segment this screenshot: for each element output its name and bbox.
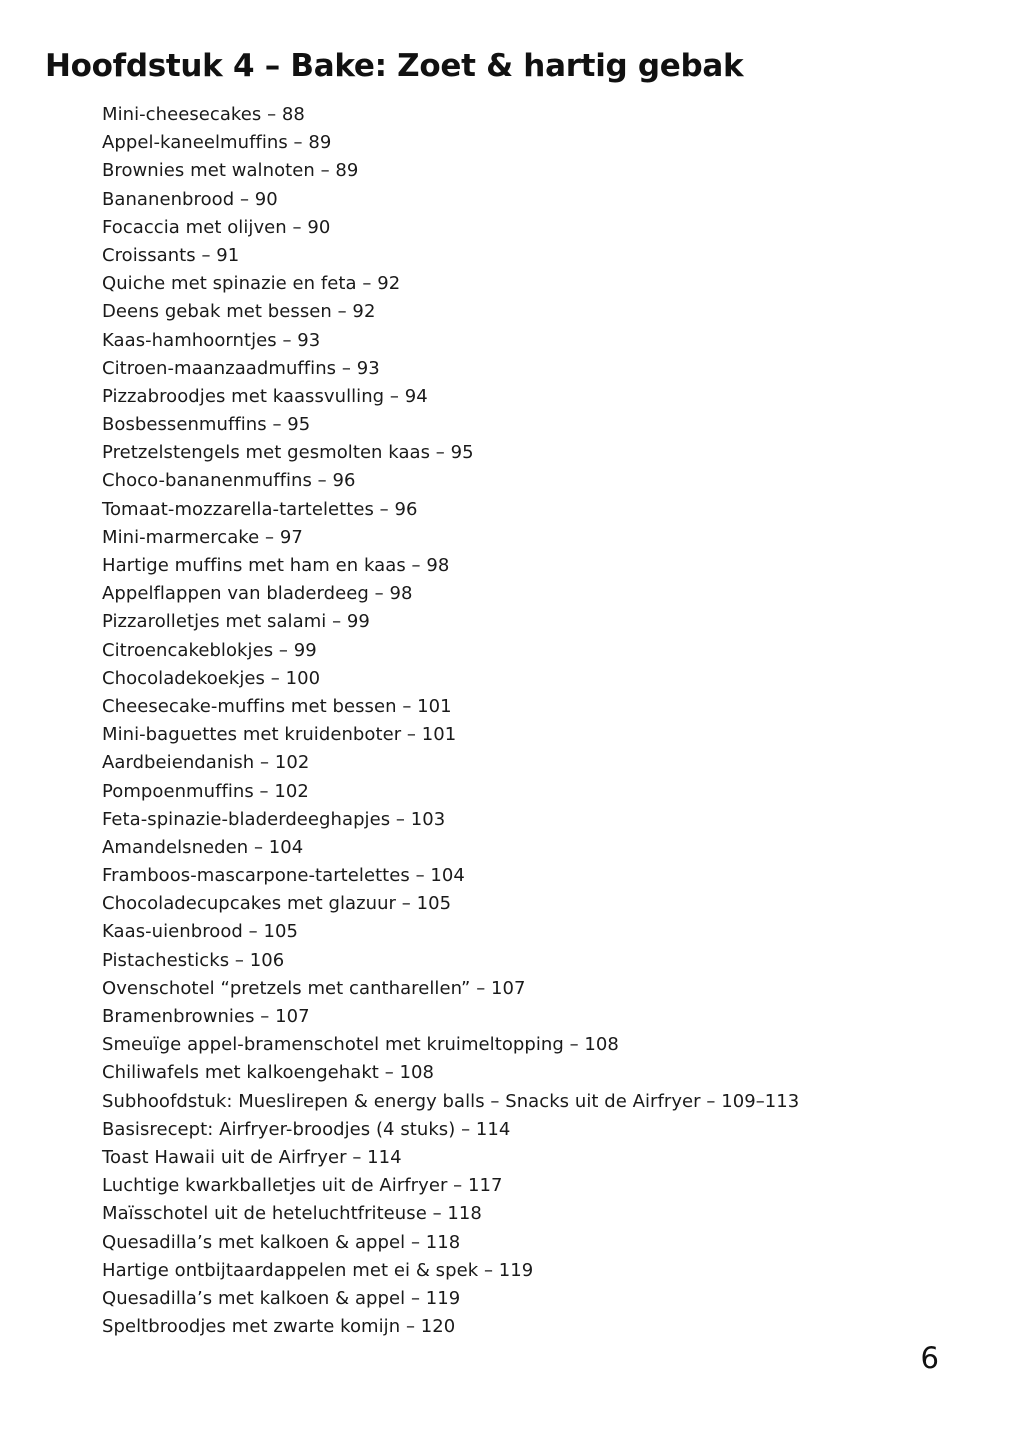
toc-entry: Appelflappen van bladerdeeg – 98: [102, 583, 413, 605]
toc-entry: Chocoladecupcakes met glazuur – 105: [102, 893, 452, 915]
toc-entry: Chiliwafels met kalkoengehakt – 108: [102, 1062, 435, 1084]
toc-entry: Pizzarolletjes met salami – 99: [102, 611, 370, 633]
toc-entry: Pizzabroodjes met kaassvulling – 94: [102, 385, 428, 407]
toc-entry: Citroen-maanzaadmuffins – 93: [102, 357, 380, 379]
toc-entry: Smeuïge appel-bramenschotel met kruimeltopping – 108: [102, 1034, 619, 1056]
toc-entry: Citroencakeblokjes – 99: [102, 639, 317, 661]
toc-entry: Pompoenmuffins – 102: [102, 780, 309, 802]
toc-entry: Maïsschotel uit de heteluchtfriteuse – 118: [102, 1203, 482, 1225]
toc-entry: Focaccia met olijven – 90: [102, 216, 331, 238]
toc-entry: Hartige muffins met ham en kaas – 98: [102, 555, 450, 576]
toc-entry: Deens gebak met bessen – 92: [102, 301, 376, 323]
toc-entry: Feta-spinazie-bladerdeeghapjes – 103: [102, 808, 446, 830]
toc-entry: Bananenbrood – 90: [102, 188, 278, 210]
toc-entry: Quiche met spinazie en feta – 92: [102, 273, 401, 295]
toc-entry: Kaas-uienbrood – 105: [102, 921, 298, 943]
toc-entry: Bosbessenmuffins – 95: [102, 414, 311, 436]
toc-entry: Quesadilla’s met kalkoen & appel – 118: [102, 1231, 461, 1253]
toc-entry: Luchtige kwarkballetjes uit de Airfryer – 117: [102, 1175, 503, 1197]
toc-entry: Choco-bananenmuffins – 96: [102, 470, 356, 492]
toc-entry: Mini-marmercake – 97: [102, 526, 303, 548]
toc-entry: Croissants – 91: [102, 244, 240, 266]
table-of-contents: [102, 101, 799, 1341]
toc-entry: Ovenschotel “pretzels met cantharellen” – 107: [102, 977, 526, 999]
toc-entry: Cheesecake-muffins met bessen – 101: [102, 695, 452, 717]
toc-entry: Pretzelstengels met gesmolten kaas – 95: [102, 442, 474, 464]
toc-entry: Framboos-mascarpone-tartelettes – 104: [102, 865, 465, 887]
toc-entry: Amandelsneden – 104: [102, 836, 304, 858]
toc-entry: Pistachesticks – 106: [102, 949, 285, 971]
toc-entry: Mini-baguettes met kruidenboter – 101: [102, 724, 457, 746]
toc-entry: Speltbroodjes met zwarte komijn – 120: [102, 1316, 456, 1338]
toc-entry: Brownies met walnoten – 89: [102, 160, 359, 182]
toc-entry: Appel-kaneelmuffins – 89: [102, 132, 332, 154]
toc-entry: Kaas-hamhoorntjes – 93: [102, 329, 321, 351]
toc-entry: Aardbeiendanish – 102: [102, 752, 310, 774]
toc-entry: Basisrecept: Airfryer-broodjes (4 stuks) – 114: [102, 1118, 511, 1140]
toc-entry: Quesadilla’s met kalkoen & appel – 119: [102, 1287, 461, 1309]
toc-entry: Tomaat-mozzarella-tartelettes – 96: [102, 498, 418, 520]
toc-entry: Hartige ontbijtaardappelen met ei & spek – 119: [102, 1259, 534, 1281]
toc-entry: Toast Hawaii uit de Airfryer – 114: [102, 1146, 402, 1168]
toc-entry: Mini-cheesecakes – 88: [102, 104, 305, 125]
toc-entry: Bramenbrownies – 107: [102, 1006, 310, 1027]
page-number: 6: [920, 1341, 939, 1375]
toc-entry: Subhoofdstuk: Mueslirepen & energy balls – Snacks uit de Airfryer – 109–113: [102, 1090, 800, 1112]
toc-entry: Chocoladekoekjes – 100: [102, 667, 321, 689]
page-title: Hoofdstuk 4 – Bake: Zoet & hartig gebak: [45, 48, 744, 84]
